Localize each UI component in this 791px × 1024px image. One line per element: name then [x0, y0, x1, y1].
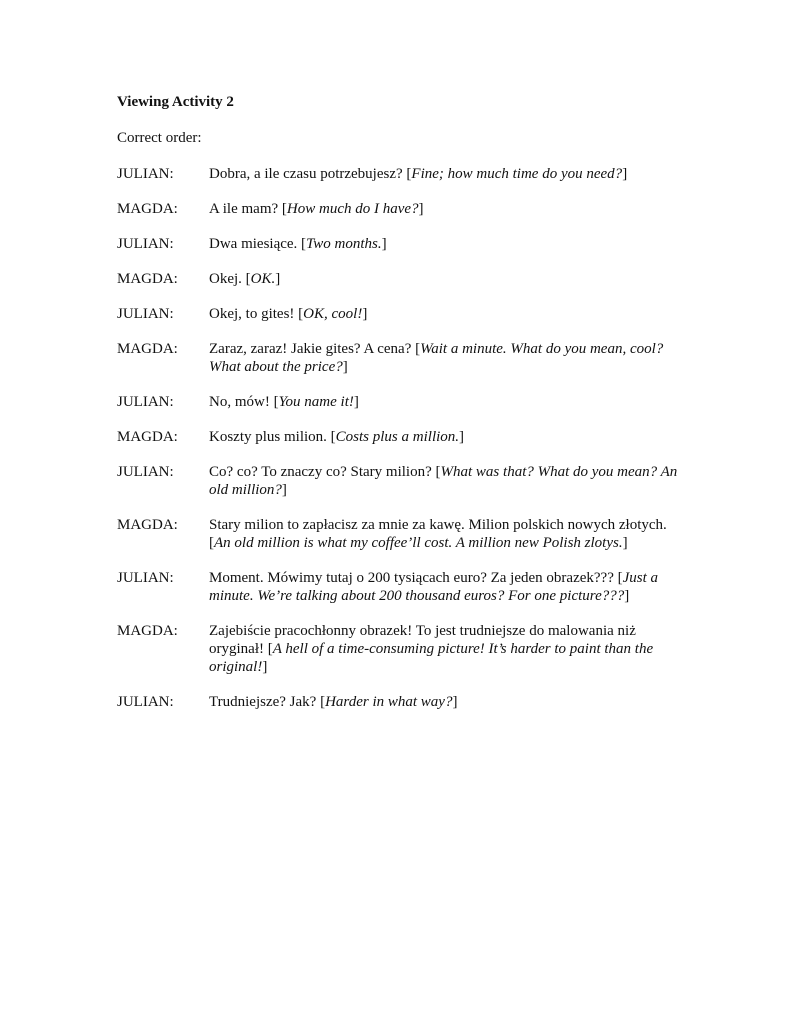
- utterance: Dwa miesiące. [Two months.]: [209, 236, 387, 252]
- utterance: A ile mam? [How much do I have?]: [209, 201, 424, 217]
- polish-text: Okej.: [209, 271, 242, 287]
- speaker-name: JULIAN:: [117, 570, 174, 586]
- dialogue-line: [117, 305, 687, 323]
- english-translation: Just a minute. We’re talking about 200 thousand euros? For one picture???: [209, 570, 659, 604]
- english-translation: Wait a minute. What do you mean, cool? What about the price?: [209, 341, 664, 375]
- dialogue-line: [117, 463, 687, 499]
- english-translation: Two months.: [306, 236, 382, 252]
- document-subheading: Correct order:: [117, 130, 202, 146]
- english-translation: An old million is what my coffee’ll cost. A million new Polish zlotys.: [214, 535, 623, 551]
- speaker-name: MAGDA:: [117, 271, 178, 287]
- speaker-name: MAGDA:: [117, 517, 178, 533]
- speaker-name: JULIAN:: [117, 394, 174, 410]
- english-translation: A hell of a time-consuming picture! It’s harder to paint than the original!: [209, 641, 654, 675]
- utterance: Okej, to gites! [OK, cool!]: [209, 306, 368, 322]
- utterance: Zaraz, zaraz! Jakie gites? A cena? [Wait a minute. What do you mean, cool? What about the price?]: [209, 341, 664, 375]
- utterance: No, mów! [You name it!]: [209, 394, 359, 410]
- dialogue-line: [117, 270, 687, 288]
- polish-text: Zaraz, zaraz! Jakie gites? A cena?: [209, 341, 412, 357]
- english-translation: Fine; how much time do you need?: [411, 166, 623, 182]
- utterance: Moment. Mówimy tutaj o 200 tysiącach euro? Za jeden obrazek??? [Just a minute. We’re talking about 200 thousand euros? For one picture???]: [209, 570, 659, 604]
- speaker-name: MAGDA:: [117, 429, 178, 445]
- speaker-name: MAGDA:: [117, 201, 178, 217]
- polish-text: A ile mam?: [209, 201, 279, 217]
- speaker-name: MAGDA:: [117, 623, 178, 639]
- polish-text: Stary milion to zapłacisz za mnie za kawę. Milion polskich nowych złotych.: [209, 517, 667, 533]
- dialogue-line: [117, 693, 687, 711]
- document-heading: Viewing Activity 2: [117, 94, 234, 110]
- english-translation: What was that? What do you mean? An old million?: [209, 464, 678, 498]
- polish-text: Moment. Mówimy tutaj o 200 tysiącach euro? Za jeden obrazek???: [209, 570, 614, 586]
- utterance: Koszty plus milion. [Costs plus a million.]: [209, 429, 465, 445]
- utterance: Trudniejsze? Jak? [Harder in what way?]: [209, 694, 458, 710]
- polish-text: Dobra, a ile czasu potrzebujesz?: [209, 166, 403, 182]
- dialogue-line: [117, 340, 687, 376]
- polish-text: Zajebiście pracochłonny obrazek! To jest trudniejsze do malowania niż oryginał!: [209, 623, 636, 657]
- dialogue-line: [117, 428, 687, 446]
- polish-text: Trudniejsze? Jak?: [209, 694, 317, 710]
- dialogue-line: [117, 235, 687, 253]
- dialogue-line: [117, 622, 687, 676]
- speaker-name: JULIAN:: [117, 694, 174, 710]
- english-translation: You name it!: [278, 394, 354, 410]
- dialogue-list: [117, 165, 687, 728]
- english-translation: OK.: [250, 271, 276, 287]
- polish-text: Co? co? To znaczy co? Stary milion?: [209, 464, 432, 480]
- dialogue-line: [117, 393, 687, 411]
- utterance: Dobra, a ile czasu potrzebujesz? [Fine; how much time do you need?]: [209, 166, 628, 182]
- dialogue-line: [117, 200, 687, 218]
- dialogue-line: [117, 165, 687, 183]
- dialogue-line: [117, 516, 687, 552]
- english-translation: Costs plus a million.: [335, 429, 460, 445]
- english-translation: How much do I have?: [286, 201, 419, 217]
- polish-text: No, mów!: [209, 394, 270, 410]
- speaker-name: MAGDA:: [117, 341, 178, 357]
- utterance: Co? co? To znaczy co? Stary milion? [What was that? What do you mean? An old million?]: [209, 464, 678, 498]
- polish-text: Okej, to gites!: [209, 306, 295, 322]
- utterance: Zajebiście pracochłonny obrazek! To jest trudniejsze do malowania niż oryginał! [A hell of a time-consuming picture! It’s harder to paint than the original!]: [209, 623, 654, 675]
- dialogue-line: [117, 569, 687, 605]
- speaker-name: JULIAN:: [117, 306, 174, 322]
- polish-text: Dwa miesiące.: [209, 236, 298, 252]
- english-translation: OK, cool!: [303, 306, 363, 322]
- speaker-name: JULIAN:: [117, 236, 174, 252]
- utterance: Okej. [OK.]: [209, 271, 281, 287]
- polish-text: Koszty plus milion.: [209, 429, 327, 445]
- utterance: Stary milion to zapłacisz za mnie za kawę. Milion polskich nowych złotych. [An old million is what my coffee’ll cost. A million new Polish zlotys.]: [209, 517, 667, 551]
- english-translation: Harder in what way?: [325, 694, 453, 710]
- speaker-name: JULIAN:: [117, 464, 174, 480]
- speaker-name: JULIAN:: [117, 166, 174, 182]
